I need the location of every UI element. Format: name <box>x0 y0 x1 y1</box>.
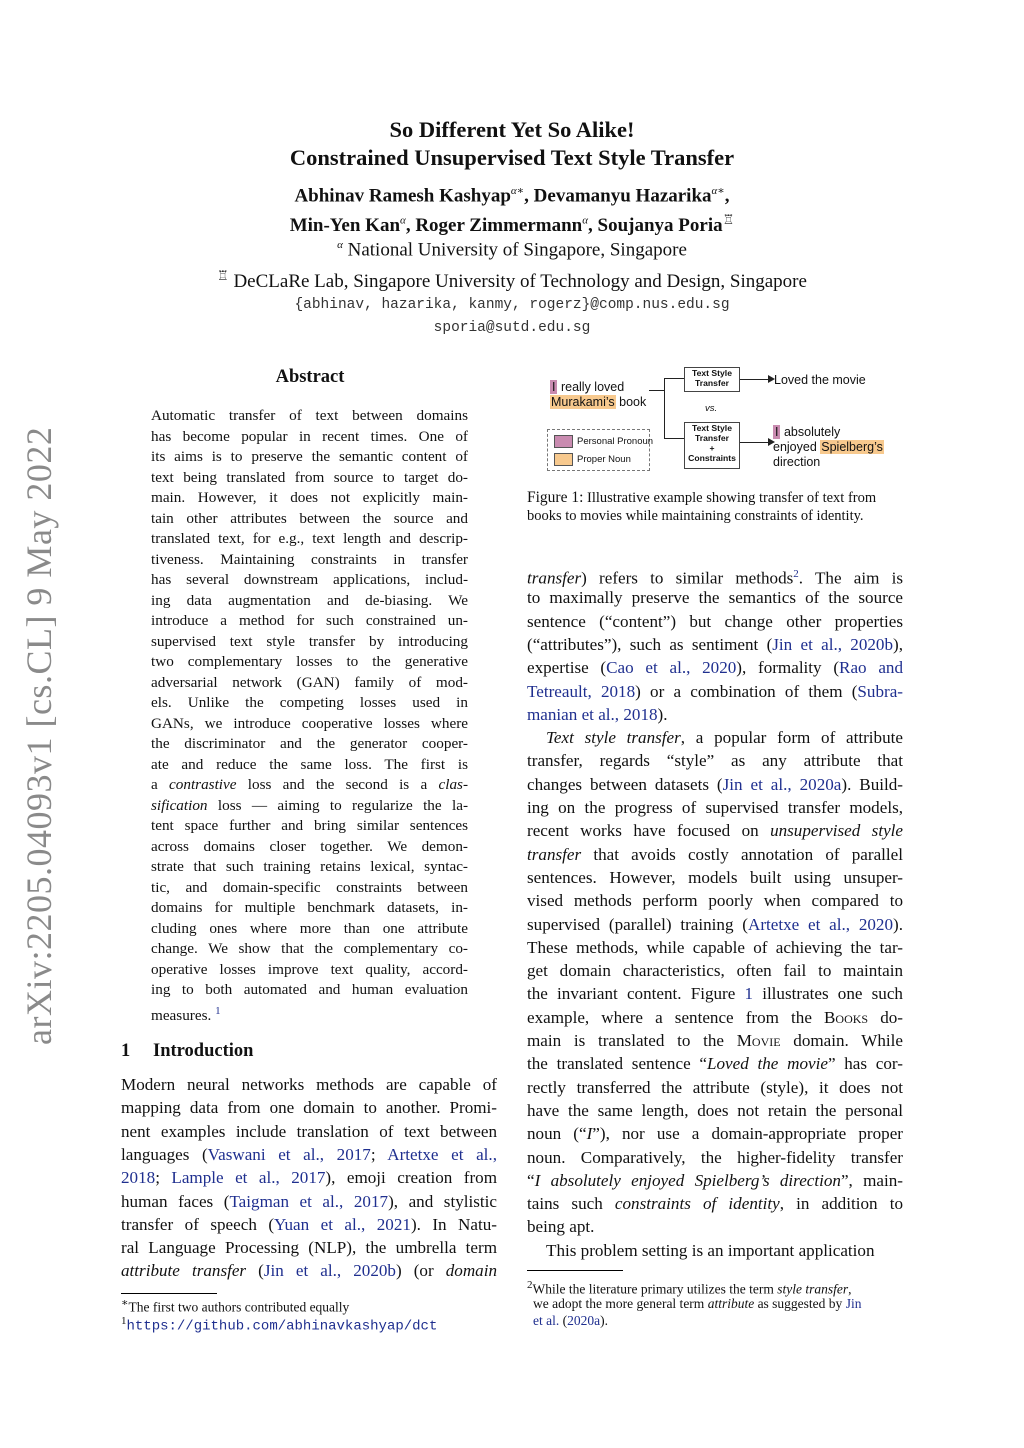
legend-label: Proper Noun <box>577 454 631 466</box>
proper-noun-highlight: Spielberg’s <box>821 440 883 454</box>
footnote-rule <box>527 1270 623 1271</box>
abstract-line: two complementary losses to the generative <box>151 653 468 670</box>
citation-link[interactable]: Cao et al., 2020 <box>606 658 737 678</box>
legend-label: Personal Pronoun <box>577 436 654 448</box>
abstract-line: tic, and domain-specific constraints between <box>151 878 468 896</box>
author-marker: α∗ <box>711 185 725 197</box>
abstract-line: the discriminator and the generator cooper- <box>151 735 468 752</box>
caption-text: Illustrative example showing transfer of text from <box>583 490 877 506</box>
footnote-emphasis: style transfer <box>777 1281 849 1297</box>
author-kan: Min-Yen Kan <box>289 215 401 236</box>
arrow-line <box>740 442 770 443</box>
body-line: transfer, regards “style” as any attribute that <box>527 751 903 771</box>
pronoun-swatch <box>554 435 573 448</box>
body-line: ing on the progress of supervised transfer models, <box>527 798 903 817</box>
text-emphasis: transfer <box>527 568 582 588</box>
figure-text: really loved <box>557 380 625 394</box>
text-fragment: main is translated to the <box>527 1031 737 1050</box>
connector-line <box>649 390 664 391</box>
body-line: sentence (“content”) but change other properties <box>527 611 903 631</box>
abstract-line: has several downstream applications, includ- <box>151 571 468 588</box>
text-fragment: ” has cor- <box>827 1054 903 1074</box>
text-emphasis: Text style transfer <box>546 728 681 748</box>
affiliation-sutd <box>0 268 1024 293</box>
caption-text: books to movies while maintaining constraints of identity. <box>527 508 864 524</box>
connector-line <box>664 378 665 438</box>
body-line: rectly transferred the attribute (style), it does not <box>527 1077 903 1097</box>
authors-line-2 <box>0 212 1024 237</box>
body-line: get domain characteristics, often fail to maintain <box>527 961 903 981</box>
footnote-marker: 1 <box>121 1315 127 1327</box>
connector-line <box>664 438 685 439</box>
abstract-line: change. We show that the complementary co- <box>151 940 468 957</box>
citation-link[interactable]: 2020a <box>567 1313 601 1328</box>
body-line: noun. Comparatively, the higher-fidelity transfer <box>527 1147 903 1167</box>
text-emphasis: I <box>586 1124 593 1144</box>
figure-1 <box>527 362 903 474</box>
declare-lab-icon: ♖ <box>722 212 735 227</box>
body-line <box>121 1259 497 1282</box>
body-line: nent examples include translation of text between <box>121 1121 497 1141</box>
figure-1-caption <box>527 489 903 525</box>
text-fragment: languages ( <box>121 1144 208 1164</box>
text-emphasis: attribute transfer <box>121 1261 247 1281</box>
body-line <box>121 1143 497 1166</box>
text-emphasis: domain <box>445 1261 498 1281</box>
text-fragment: ). Build- <box>841 774 903 794</box>
text-fragment: ”, main- <box>840 1170 903 1190</box>
body-line <box>121 1190 497 1213</box>
body-line <box>546 726 903 749</box>
footnote-text: as suggested by <box>754 1296 846 1311</box>
text-fragment: recent works have focused on <box>527 821 771 841</box>
body-line <box>527 680 903 703</box>
arrow-line <box>740 379 770 380</box>
body-line: vised methods perform poorly when compared to <box>527 891 903 911</box>
abstract-heading: Abstract <box>275 367 345 387</box>
footnote-terminology-line-3 <box>533 1312 608 1329</box>
abstract-line: Automatic transfer of text between domains <box>151 407 468 424</box>
abstract-line: ing data augmentation and de-biasing. We <box>151 591 468 609</box>
footnote-text: ). <box>600 1313 608 1328</box>
body-line: This problem setting is an important application <box>546 1240 875 1260</box>
text-fragment: ), and stylistic <box>388 1191 497 1211</box>
body-line <box>527 913 903 936</box>
caption-label: Figure 1: <box>527 489 584 506</box>
github-link[interactable]: https://github.com/abhinavkashyap/dct <box>126 1318 438 1335</box>
footnote-rule <box>121 1293 217 1294</box>
text-emphasis: constraints of identity <box>614 1194 780 1214</box>
author-zimmermann: , Roger Zimmermann <box>405 215 583 236</box>
abstract-line: introduce a method for such constrained un- <box>151 612 468 629</box>
body-line: being apt. <box>527 1217 595 1237</box>
text-fragment: illustrates one such <box>753 984 903 1004</box>
body-line <box>527 982 903 1005</box>
abstract-emphasis: sification <box>151 796 208 814</box>
text-fragment: the invariant content. Figure <box>527 984 745 1004</box>
abstract-line: cluding ones where more than one attribute <box>151 919 468 937</box>
pronoun-highlight: I <box>552 380 556 394</box>
text-fragment: ). <box>893 914 903 934</box>
text-fragment: human faces ( <box>121 1191 230 1211</box>
abstract-line: main. However, it does not explicitly main- <box>151 489 468 506</box>
abstract-line: across domains closer together. We demon- <box>151 837 468 855</box>
citation-link[interactable]: 2018 <box>121 1168 156 1188</box>
body-line <box>527 1169 903 1192</box>
email-nus: {abhinav, hazarika, kanmy, rogerz}@comp.nus.edu.sg <box>294 297 730 313</box>
text-fragment: ) or a combination of them ( <box>635 681 858 701</box>
abstract-line: ing to both automated and human evaluation <box>151 981 468 998</box>
citation-link[interactable]: Yuan et al., 2021 <box>274 1214 411 1234</box>
abstract-line: its aims is to preserve the semantic content of <box>151 448 468 465</box>
citation-link[interactable]: et al. <box>533 1313 560 1328</box>
text-emphasis: Loved the movie <box>706 1054 828 1074</box>
paper-title-line-1: So Different Yet So Alike! <box>389 117 635 142</box>
body-line <box>121 1166 497 1189</box>
affiliation-sutd-text: DeCLaRe Lab, Singapore University of Technology and Design, Singapore <box>228 271 807 292</box>
body-line: sentences. However, models built using unsuper- <box>527 867 903 887</box>
abstract-line: operative losses improve text quality, accord- <box>151 960 468 978</box>
abstract-line: strate that such training retains lexical, syntac- <box>151 858 468 875</box>
text-fragment: ”), nor use a domain-appropriate proper <box>592 1124 903 1144</box>
abstract-line: adversarial network (GAN) family of mod- <box>151 673 468 691</box>
text-fragment: ), formality ( <box>736 658 840 678</box>
box-label: Text Style <box>692 368 732 378</box>
text-fragment: ). <box>657 704 668 724</box>
figure-text: direction <box>773 455 821 469</box>
text-fragment: . The aim is <box>798 568 903 588</box>
abstract-emphasis: contrastive <box>169 776 237 793</box>
text-fragment: ), emoji creation from <box>325 1168 497 1188</box>
footnote-1-link[interactable]: 1 <box>215 1004 221 1017</box>
text-emphasis: transfer <box>527 844 582 864</box>
author-marker: α <box>400 214 406 227</box>
text-fragment: changes between datasets ( <box>527 774 723 794</box>
authors-line-1 <box>0 184 1024 207</box>
abstract-line: tiveness. Maintaining constraints in transfer <box>151 550 468 568</box>
text-fragment: noun (“ <box>527 1124 587 1144</box>
footnote-text: While the literature primary utilizes the term <box>532 1281 778 1297</box>
abstract-line: tain other attributes between the source and <box>151 509 468 527</box>
domain-name: Books <box>824 1007 869 1027</box>
abstract-line: has become popular in recent times. One of <box>151 427 468 445</box>
citation-link[interactable]: Rao and <box>839 658 903 678</box>
body-line: have the same length, does not retain the personal <box>527 1100 903 1120</box>
section-heading-introduction <box>121 1041 253 1062</box>
text-fragment: , in addition to <box>779 1194 903 1214</box>
footnote-text: The first two authors contributed equally <box>128 1299 350 1315</box>
body-line <box>527 1029 903 1052</box>
body-line <box>527 1192 903 1215</box>
citation-link[interactable]: Jin et al., 2020a <box>722 774 842 794</box>
text-fragment: tains such <box>527 1194 615 1214</box>
email-sutd: sporia@sutd.edu.sg <box>433 320 591 336</box>
body-line: These methods, while capable of achieving the tar- <box>527 937 903 957</box>
affiliation-nus-text: National University of Singapore, Singapore <box>342 239 687 261</box>
abstract-line: ate and reduce the same loss. The first is <box>151 755 468 773</box>
author-separator: , <box>724 185 730 207</box>
body-line <box>527 1122 903 1145</box>
footnote-terminology-line-2 <box>533 1295 861 1312</box>
citation-link[interactable]: Artetxe et al., <box>387 1144 497 1164</box>
figure-1-link[interactable]: 1 <box>744 984 754 1004</box>
figure-text: book <box>615 395 647 409</box>
abstract-line: els. Unlike the competing losses used in <box>151 694 468 711</box>
abstract-line: text being translated from source to target do- <box>151 468 468 486</box>
body-line <box>527 1006 903 1029</box>
text-fragment: ) refers to similar methods <box>581 568 794 588</box>
output-plain-transfer: Loved the movie <box>774 373 866 387</box>
box-label: Text Style <box>692 423 732 433</box>
output-constrained-transfer <box>773 425 884 470</box>
citation-link[interactable]: manian et al., 2018 <box>527 704 658 724</box>
abstract-line: translated text, for e.g., text length and descrip- <box>151 530 468 547</box>
figure-text: enjoyed <box>773 440 821 454</box>
body-line <box>527 703 903 726</box>
body-line: Modern neural networks methods are capable of <box>121 1075 497 1094</box>
text-fragment: , a popular form of attribute <box>680 728 903 748</box>
box-label: + <box>709 443 715 453</box>
domain-name: Movie <box>736 1031 781 1050</box>
abstract-fragment: a <box>151 776 158 793</box>
footnote-text: we adopt the more general term <box>533 1296 708 1311</box>
text-fragment: supervised (parallel) training ( <box>527 914 748 934</box>
body-line: to maximally preserve the semantics of the source <box>527 588 903 608</box>
footnote-emphasis: attribute <box>707 1296 755 1311</box>
text-emphasis: I absolutely enjoyed Spielberg’s direction <box>534 1170 841 1190</box>
text-fragment: example, where a sentence from the <box>527 1007 825 1027</box>
body-line <box>527 633 903 656</box>
affiliation-marker: α <box>337 239 343 251</box>
footnote-text: , <box>848 1281 852 1297</box>
text-fragment: domain. While <box>780 1031 903 1050</box>
text-fragment: ( <box>246 1261 264 1281</box>
abstract-line: tent space further and bring similar sentences <box>151 817 468 834</box>
abstract-line: GANs, we introduce cooperative losses where <box>151 714 468 732</box>
citation-link[interactable]: Artetxe et al., 2020 <box>747 914 894 934</box>
body-line <box>527 773 903 796</box>
text-fragment: ; <box>155 1168 172 1188</box>
body-line <box>527 819 903 842</box>
body-line <box>527 656 903 679</box>
text-fragment: the translated sentence “ <box>527 1054 707 1074</box>
citation-link[interactable]: Jin et al., 2020b <box>772 634 894 654</box>
text-fragment: transfer of speech ( <box>121 1214 275 1234</box>
footnote-2-link[interactable]: 2 <box>793 568 799 580</box>
body-line <box>527 563 903 586</box>
text-fragment: ), <box>893 634 903 654</box>
citation-link[interactable]: Jin <box>845 1296 862 1311</box>
text-fragment: ). In Natu- <box>410 1214 497 1234</box>
section-number: 1 <box>121 1041 131 1061</box>
text-fragment: that avoids costly annotation of parallel <box>581 844 903 864</box>
footnote-marker: 2 <box>527 1279 533 1291</box>
figure-legend <box>547 429 654 471</box>
proper-noun-highlight: Murakami’s <box>551 395 615 409</box>
footnote-text: ( <box>559 1313 568 1328</box>
citation-link[interactable]: Lample et al., 2017 <box>171 1168 326 1188</box>
arxiv-stamp: arXiv:2205.04093v1 [cs.CL] 9 May 2022 <box>19 426 59 1045</box>
abstract-fragment: loss — aiming to regularize the la- <box>217 796 469 814</box>
body-line: mapping data from one domain to another. Promi- <box>121 1098 497 1118</box>
figure-text: absolutely <box>780 425 841 439</box>
body-line <box>121 1213 497 1236</box>
author-marker: α <box>582 214 589 227</box>
legend-item-proper-noun <box>554 453 631 466</box>
author-marker: α∗ <box>510 185 525 197</box>
text-fragment: expertise ( <box>527 658 607 678</box>
citation-link[interactable]: Vaswani et al., 2017 <box>207 1144 371 1164</box>
text-fragment: do- <box>868 1007 903 1027</box>
text-fragment: ) (or <box>395 1261 446 1281</box>
abstract-line <box>151 1001 468 1022</box>
box-label: Transfer <box>695 433 729 443</box>
legend-item-pronoun <box>554 435 653 448</box>
citation-link[interactable]: Tetreault, 2018 <box>527 681 636 701</box>
text-emphasis: unsupervised style <box>770 821 903 841</box>
citation-link[interactable]: Jin et al., 2020b <box>263 1261 396 1281</box>
abstract-line: domains for multiple benchmark datasets, in- <box>151 899 468 916</box>
author-kashyap: Abhinav Ramesh Kashyap <box>294 185 511 207</box>
body-line: ral Language Processing (NLP), the umbrella term <box>121 1238 497 1258</box>
abstract-line <box>151 796 468 817</box>
body-line <box>527 1052 903 1075</box>
text-fragment: (“attributes”), such as sentiment ( <box>527 634 773 654</box>
figure-source-sentence <box>550 380 646 410</box>
text-style-transfer-box <box>684 367 740 392</box>
abstract-line <box>151 775 468 796</box>
box-label: Transfer <box>695 378 729 388</box>
abstract-emphasis: clas- <box>438 776 469 793</box>
affiliation-nus <box>0 239 1024 261</box>
footnote-code-link <box>121 1313 437 1336</box>
connector-line <box>664 378 685 379</box>
paper-title-line-2: Constrained Unsupervised Text Style Transfer <box>289 145 735 170</box>
box-label: Constraints <box>688 453 736 463</box>
declare-lab-icon: ♖ <box>217 268 229 283</box>
author-poria: , Soujanya Poria <box>588 215 723 236</box>
citation-link[interactable]: Taigman et al., 2017 <box>229 1191 389 1211</box>
constrained-transfer-box <box>684 422 740 469</box>
pronoun-highlight: I <box>775 425 779 439</box>
versus-label: vs. <box>705 403 718 414</box>
citation-link[interactable]: Subra- <box>857 681 903 701</box>
footnote-marker: ∗ <box>121 1297 129 1309</box>
abstract-line: supervised text style transfer by introducing <box>151 632 468 650</box>
text-fragment: “ <box>527 1170 535 1190</box>
proper-noun-swatch <box>554 453 573 466</box>
section-title: Introduction <box>153 1041 254 1061</box>
author-hazarika: , Devamanyu Hazarika <box>524 185 712 207</box>
abstract-fragment: loss and the second is a <box>247 776 428 793</box>
text-fragment: ; <box>370 1144 388 1164</box>
body-line <box>527 843 903 866</box>
abstract-fragment: measures. <box>151 1006 212 1024</box>
